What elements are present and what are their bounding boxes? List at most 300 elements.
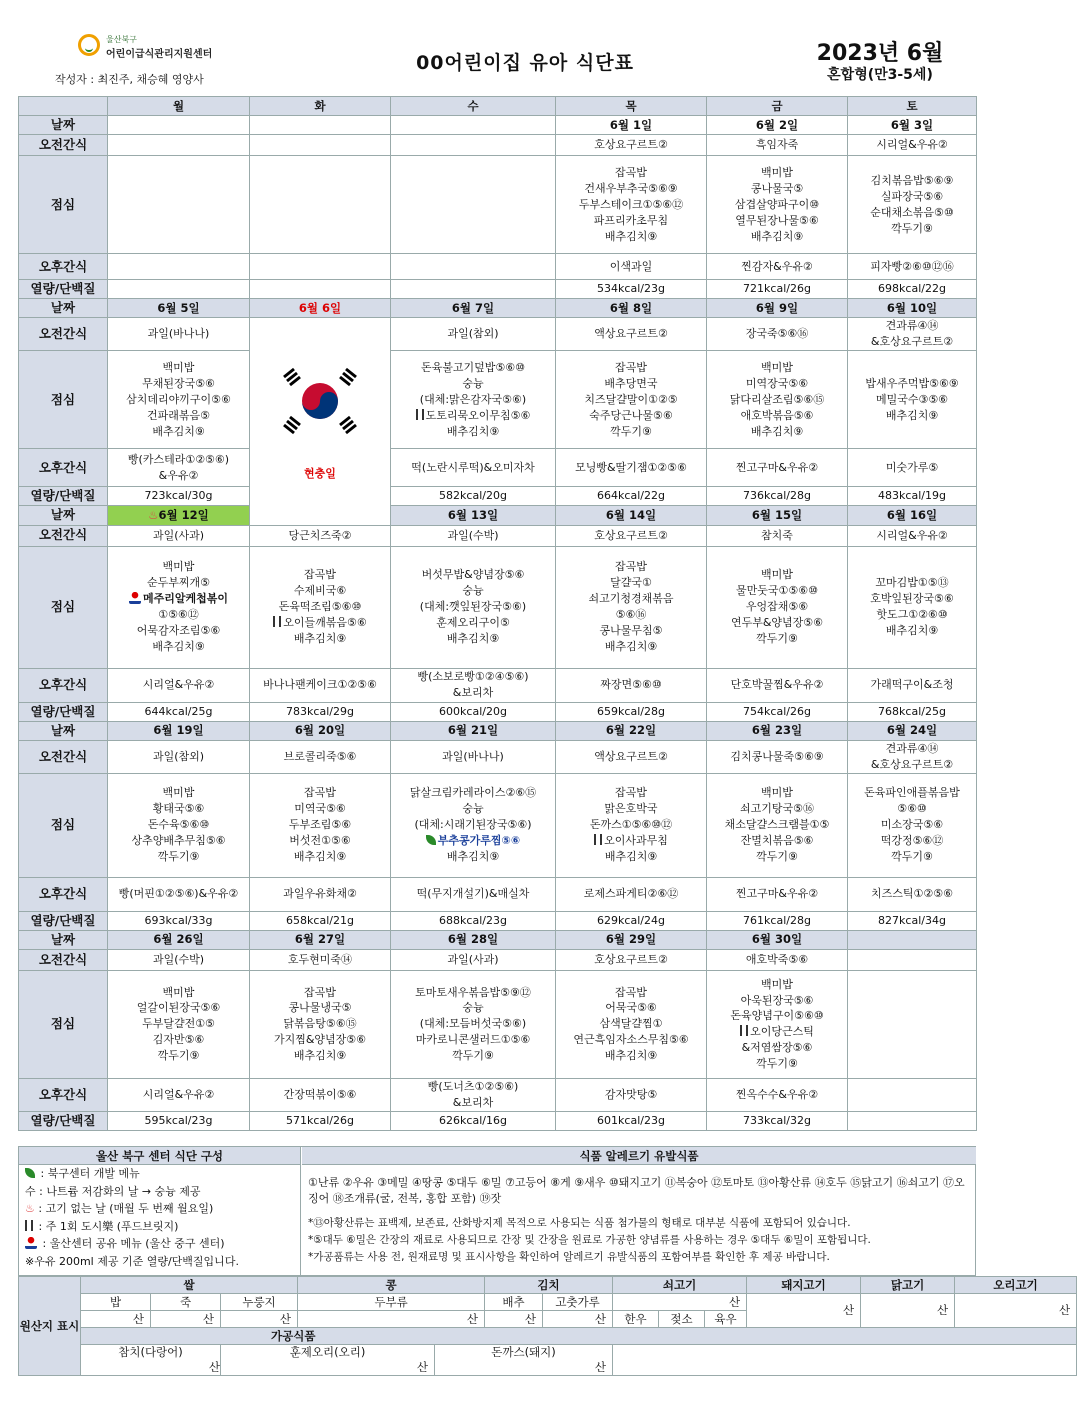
pm-snack-row xyxy=(19,668,977,702)
menu-item: 백미밥 xyxy=(162,985,195,999)
menu-item: 돈육떡조림⑤⑥⑩ xyxy=(278,600,362,614)
am-snack-cell: 애호박죽⑤⑥ xyxy=(707,949,848,970)
lunch-cell xyxy=(250,970,391,1078)
holiday-label: 현충일 xyxy=(304,466,336,480)
lunch-cell xyxy=(707,970,848,1078)
menu-item: 삼겹살양파구이⑩ xyxy=(734,197,820,211)
calorie-cell: 736kcal/28g xyxy=(707,487,848,506)
label-pm: 오후간식 xyxy=(19,449,108,487)
pm-snack-cell: 빵(카스테라①②⑤⑥) &우유② xyxy=(108,449,250,487)
lunch-cell xyxy=(556,156,707,254)
legend-item-dev: : 북구센터 개발 메뉴 xyxy=(19,1165,300,1183)
calorie-row xyxy=(19,1111,977,1130)
origin-jeotso: 젖소 xyxy=(659,1311,705,1328)
origin-san: 산 xyxy=(543,1311,613,1328)
menu-item: 김자반⑤⑥ xyxy=(152,1033,205,1047)
label-date: 날짜 xyxy=(19,299,108,318)
origin-duck-san: 산 xyxy=(955,1294,1077,1328)
menu-item: 배추김치⑨ xyxy=(885,408,939,422)
menu-item: 미역국⑤⑥ xyxy=(294,802,346,816)
origin-pork: 돼지고기 xyxy=(747,1277,861,1294)
menu-item: 오이들깨볶음⑤⑥ xyxy=(251,615,389,631)
menu-item: 삼색달걀찜① xyxy=(599,1017,663,1031)
date-cell: ♨6월 12일 xyxy=(108,506,250,525)
date-cell: 6월 5일 xyxy=(108,299,250,318)
date-cell: 6월 30일 xyxy=(707,930,848,949)
pm-snack-row xyxy=(19,877,977,911)
calorie-cell: 733kcal/32g xyxy=(707,1111,848,1130)
lunch-cell xyxy=(108,773,250,877)
pm-snack-cell: 떡(무지개설기)&매실차 xyxy=(391,877,556,911)
calorie-row xyxy=(19,702,977,721)
lunch-cell xyxy=(250,156,391,254)
utensil-icon xyxy=(416,409,424,420)
menu-item: 돈까스①⑤⑥⑩⑫ xyxy=(589,818,673,832)
pm-snack-cell: 치즈스틱①②⑤⑥ xyxy=(848,877,977,911)
pm-snack-cell: 빵(도너츠①②⑤⑥) &보리차 xyxy=(391,1078,556,1111)
legend-note: ※우유 200ml 제공 기준 열량/단백질입니다. xyxy=(25,1254,239,1268)
am-snack-cell: 호상요구르트② xyxy=(556,525,707,546)
calorie-cell: 761kcal/28g xyxy=(707,911,848,930)
origin-processed-1: 참치(다랑어) 산 xyxy=(81,1345,221,1376)
menu-item: 숭늉 xyxy=(462,802,484,816)
leaf-icon xyxy=(426,835,436,845)
date-cell: 6월 9일 xyxy=(707,299,848,318)
logo-line1: 울산북구 xyxy=(106,35,137,44)
date-cell xyxy=(250,116,391,135)
origin-table xyxy=(18,1276,1077,1376)
date-cell: 6월 26일 xyxy=(108,930,250,949)
weekday-0: 월 xyxy=(108,97,250,116)
am-snack-cell xyxy=(108,135,250,156)
calorie-cell: 582kcal/20g xyxy=(391,487,556,506)
lunch-cell xyxy=(108,970,250,1078)
menu-item: ⑤⑥⑩ xyxy=(897,802,927,816)
menu-item: (대체:시래기된장국⑤⑥) xyxy=(414,818,532,832)
label-am: 오전간식 xyxy=(19,525,108,546)
menu-item: 잡곡밥 xyxy=(304,786,336,800)
pm-snack-cell: 단호박꿀찜&우유② xyxy=(707,668,848,702)
date-cell: 6월 20일 xyxy=(250,721,391,740)
pm-snack-cell: 떡(노란시루떡)&오미자차 xyxy=(391,449,556,487)
menu-item: 버섯무밥&양념장⑤⑥ xyxy=(421,568,525,582)
label-pm: 오후간식 xyxy=(19,877,108,911)
lunch-cell xyxy=(108,351,250,449)
menu-item: 깍두기⑨ xyxy=(756,1057,798,1071)
allergy-note-1: *⑬아황산류는 표백제, 보존료, 산화방지제 목적으로 사용되는 식품 첨가물의 형태로 대부분 식품에 포함되어 있습니다. xyxy=(308,1217,851,1229)
am-snack-cell: 브로콜리죽⑤⑥ xyxy=(250,740,391,773)
label-date: 날짜 xyxy=(19,506,108,525)
utensil-icon xyxy=(273,616,281,627)
info-section xyxy=(18,1146,976,1276)
label-lunch: 점심 xyxy=(19,546,108,668)
pm-snack-cell: 이색과일 xyxy=(556,254,707,280)
origin-yukwoo: 육우 xyxy=(705,1311,747,1328)
menu-item: 백미밥 xyxy=(761,786,793,800)
am-snack-cell: 견과류④⑭ &호상요구르트② xyxy=(848,740,977,773)
lunch-cell xyxy=(848,351,977,449)
am-snack-row xyxy=(19,949,977,970)
weekday-1: 화 xyxy=(250,97,391,116)
label-lunch: 점심 xyxy=(19,156,108,254)
menu-item: 건새우부추국⑤⑥⑨ xyxy=(584,181,678,195)
lunch-row xyxy=(19,970,977,1078)
menu-item: 열무된장나물⑤⑥ xyxy=(735,213,819,227)
menu-item: 순대채소볶음⑤⑩ xyxy=(870,205,954,219)
leaf-icon xyxy=(25,1168,35,1178)
legend-item-meatless: ♨ : 고기 없는 날 (매월 두 번째 월요일) xyxy=(25,1202,214,1215)
menu-item: (대체:모듬버섯국⑤⑥) xyxy=(419,1017,527,1031)
calorie-cell: 783kcal/29g xyxy=(250,702,391,721)
utensil-icon xyxy=(25,1220,33,1231)
origin-beef-san: 산 xyxy=(613,1294,747,1311)
pm-snack-cell: 찐고구마&우유② xyxy=(707,449,848,487)
korean-flag-icon xyxy=(270,361,370,441)
date-row xyxy=(19,506,977,525)
am-snack-cell xyxy=(848,949,977,970)
calorie-cell xyxy=(108,280,250,299)
menu-item: 배추김치⑨ xyxy=(446,850,500,864)
menu-item: 깍두기⑨ xyxy=(891,221,933,235)
menu-item: 콩나물냉국⑤ xyxy=(288,1001,352,1015)
pm-snack-cell: 시리얼&우유② xyxy=(108,668,250,702)
date-cell: 6월 19일 xyxy=(108,721,250,740)
am-snack-cell: 장국죽⑤⑥⑯ xyxy=(707,318,848,351)
menu-item: 돈육양념구이⑤⑥⑩ xyxy=(730,1009,824,1023)
date-cell: 6월 10일 xyxy=(848,299,977,318)
label-lunch: 점심 xyxy=(19,773,108,877)
menu-item: 숙주당근나물⑤⑥ xyxy=(589,408,673,422)
menu-item: 배추김치⑨ xyxy=(604,1049,658,1063)
am-snack-cell: 견과류④⑭ &호상요구르트② xyxy=(848,318,977,351)
menu-item: 미소장국⑤⑥ xyxy=(880,818,944,832)
label-date: 날짜 xyxy=(19,930,108,949)
menu-item: 배추김치⑨ xyxy=(604,850,658,864)
menu-item: 꼬마김밥①⑤⑬ xyxy=(875,576,949,590)
menu-item: 배추김치⑨ xyxy=(293,1049,347,1063)
calorie-cell: 644kcal/25g xyxy=(108,702,250,721)
origin-rice: 쌀 xyxy=(81,1277,298,1294)
author: 작성자 : 최진주, 채승혜 영양사 xyxy=(55,73,204,86)
origin-label: 원산지 표시 xyxy=(19,1277,81,1376)
utensil-icon xyxy=(594,834,602,845)
lunch-cell xyxy=(848,546,977,668)
lunch-cell xyxy=(391,156,556,254)
menu-item: 연근흑임자소스무침⑤⑥ xyxy=(573,1033,689,1047)
am-snack-cell: 시리얼&우유② xyxy=(848,135,977,156)
menu-item: 잡곡밥 xyxy=(615,786,647,800)
am-snack-cell: 당근치즈죽② xyxy=(250,525,391,546)
date-cell xyxy=(848,930,977,949)
calorie-cell: 629kcal/24g xyxy=(556,911,707,930)
am-snack-row xyxy=(19,740,977,773)
weekday-header-row xyxy=(19,97,977,116)
menu-item: 메밀국수③⑤⑥ xyxy=(875,392,949,406)
lunch-cell xyxy=(556,351,707,449)
menu-item: 깍두기⑨ xyxy=(891,850,933,864)
date-row xyxy=(19,721,977,740)
pm-snack-cell: 간장떡볶이⑤⑥ xyxy=(250,1078,391,1111)
menu-item: 물만둣국①⑤⑥⑩ xyxy=(736,584,818,598)
calorie-cell: 571kcal/26g xyxy=(250,1111,391,1130)
menu-item: 상추양배추무침⑤⑥ xyxy=(131,834,226,848)
weekday-5: 토 xyxy=(848,97,977,116)
menu-item: 잡곡밥 xyxy=(615,165,647,179)
ulsan-icon xyxy=(129,592,141,604)
lunch-cell xyxy=(556,970,707,1078)
origin-bean: 콩 xyxy=(298,1277,485,1294)
menu-item: 두부스테이크①⑤⑥⑫ xyxy=(578,197,684,211)
origin-san: 산 xyxy=(298,1311,485,1328)
am-snack-cell: 액상요구르트② xyxy=(556,740,707,773)
date-cell: 6월 29일 xyxy=(556,930,707,949)
lunch-cell xyxy=(250,546,391,668)
menu-item: 콩나물국⑤ xyxy=(750,181,804,195)
date-cell: 6월 3일 xyxy=(848,116,977,135)
lunch-cell xyxy=(108,156,250,254)
menu-item: 백미밥 xyxy=(761,568,793,582)
am-snack-cell: 흑임자죽 xyxy=(707,135,848,156)
am-snack-row xyxy=(19,318,977,351)
pm-snack-cell: 바나나팬케이크①②⑤⑥ xyxy=(250,668,391,702)
pm-snack-cell xyxy=(848,1078,977,1111)
menu-item: 백미밥 xyxy=(761,977,793,991)
pm-snack-cell: 시리얼&우유② xyxy=(108,1078,250,1111)
menu-item: 김치볶음밥⑤⑥⑨ xyxy=(870,173,954,187)
menu-item: 돈육파인애플볶음밥 xyxy=(864,786,960,800)
am-snack-cell: 액상요구르트② xyxy=(556,318,707,351)
legend-item-shared: : 울산센터 공유 메뉴 (울산 중구 센터) xyxy=(19,1235,300,1253)
holiday-cell xyxy=(250,318,391,525)
menu-item: 깍두기⑨ xyxy=(157,850,200,864)
weekday-2: 수 xyxy=(391,97,556,116)
origin-tofu: 두부류 xyxy=(298,1294,485,1311)
label-am: 오전간식 xyxy=(19,318,108,351)
menu-item: &저염쌈장⑤⑥ xyxy=(741,1041,813,1055)
origin-cabbage: 배추 xyxy=(485,1294,543,1311)
menu-item: 닭살크림카레라이스②⑥⑮ xyxy=(409,786,537,800)
pm-snack-cell xyxy=(250,254,391,280)
date-row xyxy=(19,930,977,949)
menu-item: 버섯전①⑤⑥ xyxy=(289,834,351,848)
am-snack-cell: 과일(참외) xyxy=(108,740,250,773)
logo-smile-icon xyxy=(78,34,100,56)
calorie-cell: 693kcal/33g xyxy=(108,911,250,930)
year-month: 2023년 6월 xyxy=(816,41,944,66)
menu-item: 순두부찌개⑤ xyxy=(147,576,210,590)
page-title: 00어린이집 유아 식단표 xyxy=(416,52,634,74)
date-cell: 6월 27일 xyxy=(250,930,391,949)
origin-pork-san: 산 xyxy=(747,1294,861,1328)
label-pm: 오후간식 xyxy=(19,668,108,702)
am-snack-cell: 과일(수박) xyxy=(391,525,556,546)
pm-snack-cell xyxy=(391,254,556,280)
menu-item: 핫도그①②⑥⑩ xyxy=(876,608,948,621)
menu-item: 백미밥 xyxy=(761,360,793,374)
date-cell: 6월 23일 xyxy=(707,721,848,740)
calorie-cell: 768kcal/25g xyxy=(848,702,977,721)
am-snack-cell: 과일(수박) xyxy=(108,949,250,970)
menu-item: 백미밥 xyxy=(162,560,195,574)
origin-san: 산 xyxy=(221,1311,298,1328)
menu-item: 숭늉 xyxy=(462,584,484,598)
menu-item: 호박잎된장국⑤⑥ xyxy=(870,592,954,606)
allergy-list: ①난류 ②우유 ③메밀 ④땅콩 ⑤대두 ⑥밀 ⑦고등어 ⑧게 ⑨새우 ⑩돼지고기 ⑪복숭아 ⑫토마토 ⑬아황산류 ⑭호두 ⑮닭고기 ⑯쇠고기 ⑰오징어 ⑱조개류(굴, 전복, 홍합 포함) ⑲잣 xyxy=(308,1176,965,1205)
origin-san: 산 xyxy=(81,1311,151,1328)
legend-item-bridge: : 주 1회 도시樂 (푸드브릿지) xyxy=(19,1218,300,1236)
lunch-cell xyxy=(250,773,391,877)
menu-item: 떡강정⑤⑥⑫ xyxy=(880,834,944,848)
am-snack-cell: 호두현미죽⑭ xyxy=(250,949,391,970)
menu-item: 깍두기⑨ xyxy=(157,1049,200,1063)
menu-item: 배추김치⑨ xyxy=(885,623,939,637)
menu-item: 삼치데리야끼구이⑤⑥ xyxy=(126,392,231,406)
date-cell xyxy=(391,116,556,135)
calorie-cell: 698kcal/22g xyxy=(848,280,977,299)
pm-snack-row xyxy=(19,254,977,280)
menu-item: 백미밥 xyxy=(761,165,793,179)
menu-item: 깍두기⑨ xyxy=(756,631,798,645)
menu-item: 배추김치⑨ xyxy=(750,229,804,243)
lunch-row xyxy=(19,546,977,668)
lunch-cell xyxy=(707,546,848,668)
menu-item: 도토리묵오이무침⑤⑥ xyxy=(392,408,554,424)
origin-processed-2: 훈제오리(오리) 산 xyxy=(221,1345,435,1376)
menu-item: 숭늉 xyxy=(462,376,484,390)
lunch-cell xyxy=(556,546,707,668)
allergy-box xyxy=(302,1147,976,1277)
date-cell: 6월 1일 xyxy=(556,116,707,135)
calorie-cell: 600kcal/20g xyxy=(391,702,556,721)
menu-item: 배추김치⑨ xyxy=(446,631,500,645)
calorie-cell xyxy=(391,280,556,299)
pm-snack-cell: 피자빵②⑥⑩⑫⑯ xyxy=(848,254,977,280)
menu-item: 배추김치⑨ xyxy=(293,850,347,864)
menu-item: 우엉잡채⑤⑥ xyxy=(745,600,809,614)
menu-item: 애호박볶음⑤⑥ xyxy=(740,408,814,422)
lunch-cell xyxy=(391,773,556,877)
menu-item: 잡곡밥 xyxy=(615,985,647,999)
label-cal: 열량/단백질 xyxy=(19,280,108,299)
date-cell: 6월 16일 xyxy=(848,506,977,525)
menu-item: 오이사과무침 xyxy=(557,833,705,849)
am-snack-cell: 과일(참외) xyxy=(391,318,556,351)
calorie-cell: 827kcal/34g xyxy=(848,911,977,930)
calorie-cell: 723kcal/30g xyxy=(108,487,250,506)
menu-item: ①⑤⑥⑫ xyxy=(158,608,199,621)
menu-item: 닭다리살조림⑤⑥⑮ xyxy=(729,392,825,406)
lunch-row xyxy=(19,773,977,877)
pm-snack-cell: 과일우유화채② xyxy=(250,877,391,911)
am-snack-cell xyxy=(250,135,391,156)
calorie-cell: 626kcal/16g xyxy=(391,1111,556,1130)
legend-title: 울산 북구 센터 식단 구성 xyxy=(19,1147,300,1165)
calorie-cell: 754kcal/26g xyxy=(707,702,848,721)
allergy-note-2: *⑤대두 ⑥밀은 간장의 재료로 사용되므로 간장 및 간장을 원료로 가공한 양념류를 사용하는 경우 ⑤대두 ⑥밀이 포함됩니다. xyxy=(308,1234,871,1246)
menu-item: 백미밥 xyxy=(162,786,195,800)
calorie-cell xyxy=(250,280,391,299)
menu-item: 토마토새우볶음밥⑤⑨⑫ xyxy=(415,985,531,999)
origin-rice-nurungji: 누룽지 xyxy=(221,1294,298,1311)
legend-box xyxy=(19,1147,301,1277)
menu-item: 돈육불고기덮밥⑤⑥⑩ xyxy=(421,360,525,374)
menu-item: 배추당면국 xyxy=(604,376,658,390)
date-cell: 6월 13일 xyxy=(391,506,556,525)
label-pm: 오후간식 xyxy=(19,1078,108,1111)
am-snack-cell: 과일(사과) xyxy=(391,949,556,970)
lunch-cell xyxy=(391,351,556,449)
pm-snack-cell: 로제스파게티②⑥⑫ xyxy=(556,877,707,911)
date-cell: 6월 21일 xyxy=(391,721,556,740)
lunch-cell xyxy=(707,773,848,877)
menu-item: 깍두기⑨ xyxy=(756,850,798,864)
menu-item: 백미밥 xyxy=(162,360,195,374)
center-logo xyxy=(78,34,248,64)
menu-item: (대체:맑은감자국⑤⑥) xyxy=(419,392,527,406)
lunch-cell xyxy=(391,546,556,668)
menu-item: 쇠고기청경채볶음 xyxy=(588,592,674,606)
pm-snack-row xyxy=(19,449,977,487)
menu-item: 달걀국① xyxy=(610,576,652,590)
date-cell: 6월 15일 xyxy=(707,506,848,525)
origin-pepper: 고춧가루 xyxy=(543,1294,613,1311)
menu-item: 밥새우주먹밥⑤⑥⑨ xyxy=(865,376,959,390)
menu-item: 마카로니콘샐러드①⑤⑥ xyxy=(415,1033,531,1047)
label-cal: 열량/단백질 xyxy=(19,1111,108,1130)
logo-line2: 어린이급식관리지원센터 xyxy=(106,49,213,60)
pm-snack-cell: 짜장면⑤⑥⑩ xyxy=(556,668,707,702)
calorie-row xyxy=(19,487,977,506)
pm-snack-cell: 감자맛탕⑤ xyxy=(556,1078,707,1111)
pm-snack-cell: 찐고구마&우유② xyxy=(707,877,848,911)
calorie-cell: 659kcal/28g xyxy=(556,702,707,721)
calorie-cell: 664kcal/22g xyxy=(556,487,707,506)
date-cell: 6월 2일 xyxy=(707,116,848,135)
page-header xyxy=(0,0,992,96)
pm-snack-cell: 가래떡구이&조청 xyxy=(848,668,977,702)
menu-item: 수제비국⑥ xyxy=(293,584,347,598)
am-snack-cell: 호상요구르트② xyxy=(556,135,707,156)
menu-item: 콩나물무침⑤ xyxy=(599,623,663,637)
menu-item: 무채된장국⑤⑥ xyxy=(142,376,215,390)
allergy-note-3: *가공품류는 사용 전, 원재료명 및 표시사항을 확인하여 알레르기 유발식품의 포함여부를 확인한 후 제공 바랍니다. xyxy=(308,1251,830,1263)
label-am: 오전간식 xyxy=(19,740,108,773)
date-cell: 6월 22일 xyxy=(556,721,707,740)
lunch-cell xyxy=(707,156,848,254)
pm-snack-cell: 빵(소보로빵①②④⑤⑥) &보리차 xyxy=(391,668,556,702)
calorie-cell xyxy=(848,1111,977,1130)
origin-processed-3: 돈까스(돼지) 산 xyxy=(435,1345,613,1376)
am-snack-cell: 과일(사과) xyxy=(108,525,250,546)
date-row xyxy=(19,116,977,135)
origin-hanwoo: 한우 xyxy=(613,1311,659,1328)
menu-item: 어묵국⑤⑥ xyxy=(605,1001,657,1015)
corner-cell xyxy=(19,97,108,116)
ulsan-icon xyxy=(25,1237,37,1249)
menu-item: (대체:깻잎된장국⑤⑥) xyxy=(419,600,527,614)
menu-item: 건파래볶음⑤ xyxy=(147,408,210,422)
menu-item: 잡곡밥 xyxy=(615,360,647,374)
menu-item: 오이당근스틱 xyxy=(708,1024,846,1040)
menu-item: ⑤⑥⑯ xyxy=(615,608,647,621)
menu-item: 쇠고기탕국⑤⑯ xyxy=(740,802,814,816)
pm-snack-cell: 미숫가루⑤ xyxy=(848,449,977,487)
calorie-cell: 688kcal/23g xyxy=(391,911,556,930)
label-date: 날짜 xyxy=(19,116,108,135)
menu-item: 황태국⑤⑥ xyxy=(152,802,205,816)
lunch-row xyxy=(19,156,977,254)
pm-snack-row xyxy=(19,1078,977,1111)
